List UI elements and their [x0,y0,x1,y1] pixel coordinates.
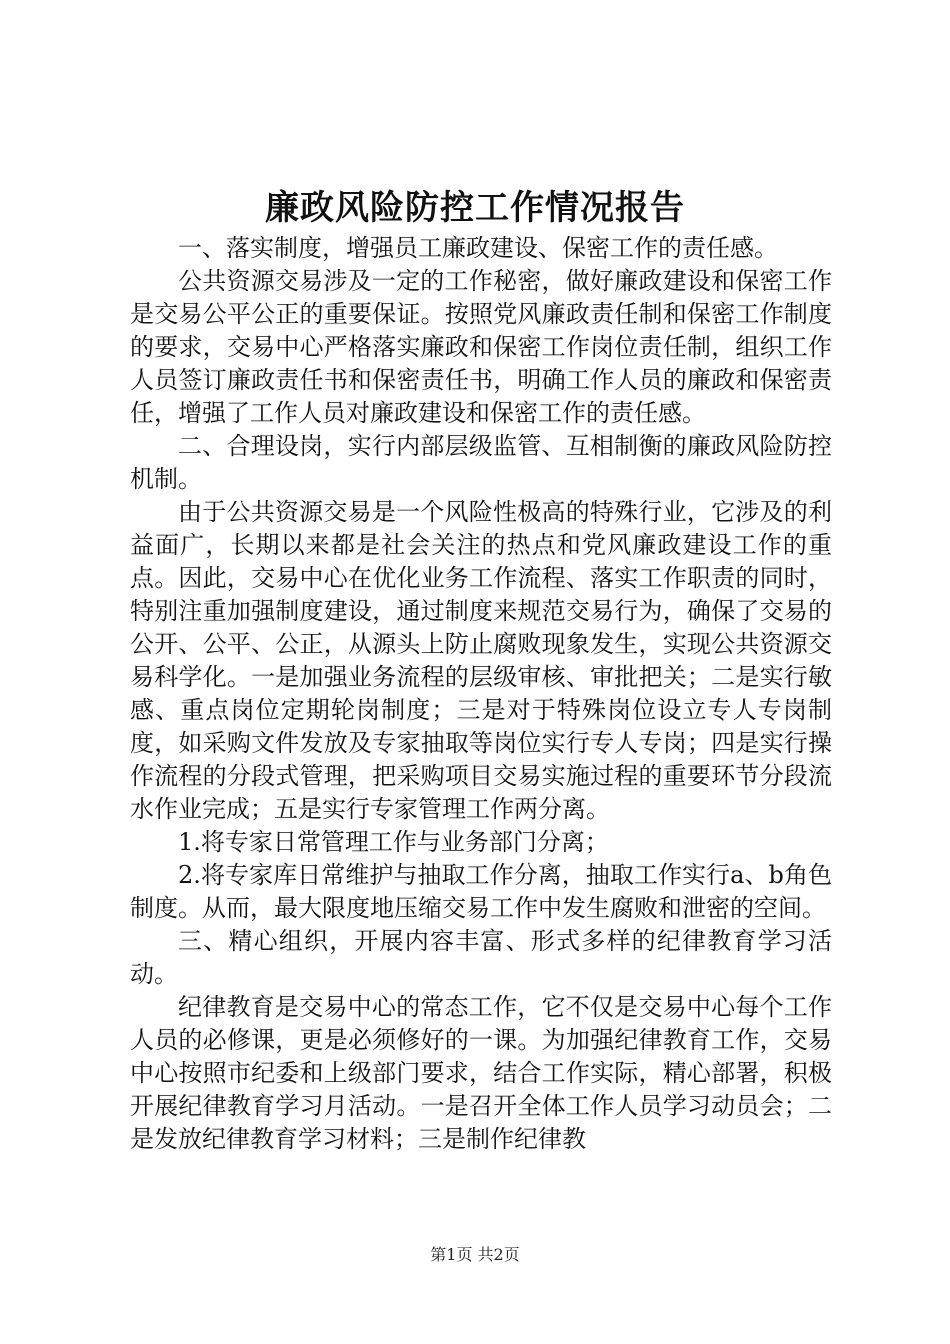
list-item: 1.将专家日常管理工作与业务部门分离； [178,828,609,856]
page-footer: 第1页 共2页 [430,1245,520,1264]
paragraph: 纪律教育是交易中心的常态工作，它不仅是交易中心每个工作人员的必修课，更是必须修好的一课。为加强纪律教育工作，交易中心按照市纪委和上级部门要求，结合工作实际，精心部署，积极开展纪律教育学习月活动。一是召开全体工作人员学习动员会；二是发放纪律教育学习材料；三是制作纪律教 [130,993,832,1153]
section-heading-2: 二、合理设岗，实行内部层级监管、互相制衡的廉政风险防控机制。 [130,432,832,493]
document-title: 廉政风险防控工作情况报告 [265,188,685,228]
paragraph: 公共资源交易涉及一定的工作秘密，做好廉政建设和保密工作是交易公平公正的重要保证。按照党风廉政责任制和保密工作制度的要求，交易中心严格落实廉政和保密工作岗位责任制，组织工作人员签订廉政责任书和保密责任书，明确工作人员的廉政和保密责任，增强了工作人员对廉政建设和保密工作的责任感。 [130,267,832,427]
paragraph: 由于公共资源交易是一个风险性极高的特殊行业，它涉及的利益面广，长期以来都是社会关注的热点和党风廉政建设工作的重点。因此，交易中心在优化业务工作流程、落实工作职责的同时，特别注重加强制度建设，通过制度来规范交易行为，确保了交易的公开、公平、公正，从源头上防止腐败现象发生，实现公共资源交易科学化。一是加强业务流程的层级审核、审批把关；二是实行敏感、重点岗位定期轮岗制度；三是对于特殊岗位设立专人专岗制度，如采购文件发放及专家抽取等岗位实行专人专岗；四是实行操作流程的分段式管理，把采购项目交易实施过程的重要环节分段流水作业完成；五是实行专家管理工作两分离。 [130,498,832,823]
section-heading-3: 三、精心组织，开展内容丰富、形式多样的纪律教育学习活动。 [130,927,832,988]
section-heading-1: 一、落实制度，增强员工廉政建设、保密工作的责任感。 [178,234,778,262]
list-item: 2.将专家库日常维护与抽取工作分离，抽取工作实行a、b角色制度。从而，最大限度地压缩交易工作中发生腐败和泄密的空间。 [130,861,832,922]
document-body [130,232,832,1156]
